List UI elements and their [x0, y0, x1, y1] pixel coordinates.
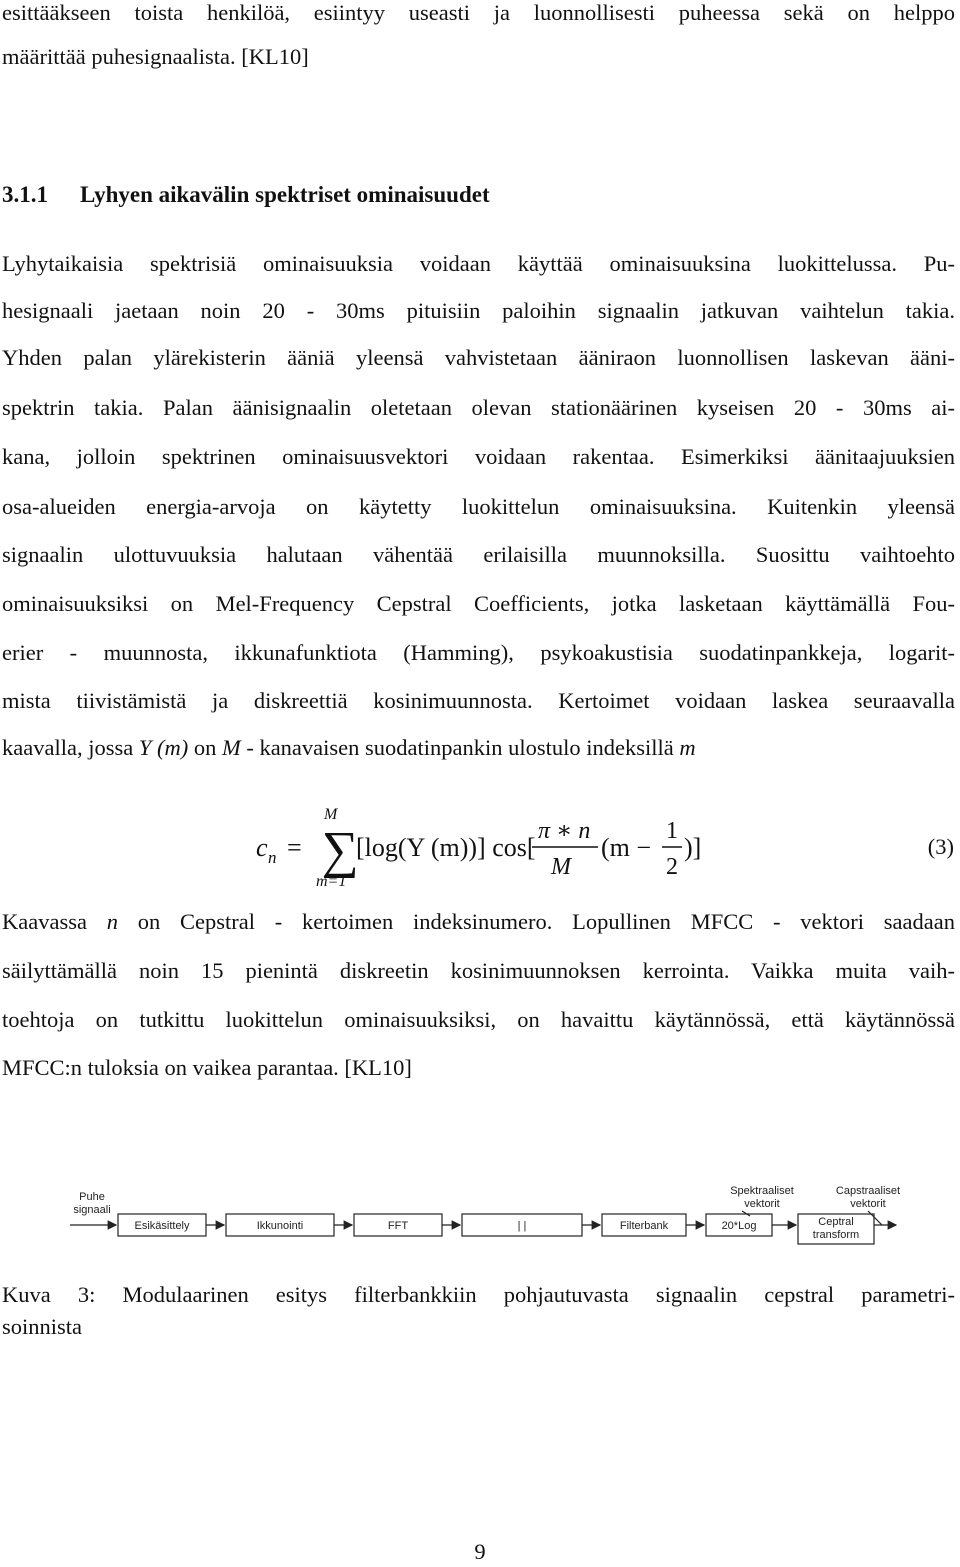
eq-paren-term: (m −	[601, 833, 652, 862]
text-run: on	[188, 735, 222, 760]
paragraph-line: MFCC:n tuloksia on vaikea parantaa. [KL10]	[2, 1055, 412, 1080]
eq-close: )]	[684, 833, 702, 862]
figure-caption	[2, 1279, 955, 1343]
paragraph-line: ominaisuuksiksi on Mel-Frequency Cepstral Coefficients, jotka lasketaan käyttämällä Fou-	[2, 591, 955, 616]
math-symbol: Y (m)	[138, 735, 189, 760]
diagram-block-label: Filterbank	[619, 1220, 669, 1232]
eq-sum-sign: ∑	[321, 822, 359, 879]
math-symbol: n	[106, 909, 118, 934]
diagram-cepstral-label: Capstraaliset	[835, 1185, 900, 1197]
eq-sum-lower: m=1	[316, 873, 347, 890]
intro-line: esittääkseen toista henkilöä, esiintyy useasti ja luonnollisesti puheessa sekä on helppo	[2, 0, 955, 25]
paragraph-line: toehtoja on tutkittu luokittelun ominaisuuksiksi, on havaittu käytännössä, että käytännössä	[2, 1007, 955, 1032]
diagram-input-label: signaali	[73, 1204, 111, 1216]
caption-line: Kuva 3: Modulaarinen esitys filterbankkiin pohjautuvasta signaalin cepstral parametri-	[2, 1282, 955, 1307]
block-diagram	[60, 1180, 900, 1250]
text-run: kaavalla, jossa	[2, 735, 139, 760]
eq-numerator: π ∗ n	[538, 818, 591, 844]
diagram-block-label: transform	[812, 1229, 860, 1241]
paragraph-line: hesignaali jaetaan noin 20 - 30ms pituisiin paloihin signaalin jatkuvan vaihtelun takia.	[2, 298, 955, 323]
diagram-block-label: Esikäsittely	[134, 1220, 190, 1232]
eq-equals: =	[287, 833, 302, 862]
paragraph-line: säilyttämällä noin 15 pienintä diskreetin kosinimuunnoksen kerrointa. Vaikka muita vaih-	[2, 958, 955, 983]
text-run: - kanavaisen suodatinpankin ulostulo indeksillä	[240, 735, 680, 760]
diagram-block-label: Ceptral	[818, 1216, 854, 1228]
eq-denominator: M	[551, 854, 571, 880]
diagram-cepstral-label: vektorit	[850, 1198, 886, 1210]
paragraph-line	[2, 733, 955, 763]
paragraph-line: kana, jolloin spektrinen ominaisuusvektori voidaan rakentaa. Esimerkiksi äänitaajuuksien	[2, 444, 955, 469]
text-run: on Cepstral - kertoimen indeksinumero. Lopullinen MFCC - vektori saadaan	[117, 909, 955, 934]
eq-log-term: [log(Y (m))] cos[	[356, 833, 536, 862]
paragraph-line: signaalin ulottuvuuksia halutaan vähentää erilaisilla muunnoksilla. Suosittu vaihtoehto	[2, 542, 955, 567]
math-symbol: M	[221, 735, 241, 760]
paragraph-line: osa-alueiden energia-arvoja on käytetty luokittelun ominaisuuksina. Kuitenkin yleensä	[2, 494, 955, 519]
section-title: Lyhyen aikavälin spektriset ominaisuudet	[80, 182, 490, 207]
diagram-block-label: 20*Log	[721, 1220, 757, 1232]
caption-line: soinnista	[2, 1314, 83, 1339]
diagram-input-label: Puhe	[79, 1191, 105, 1203]
eq-c: c	[256, 833, 268, 862]
equation-number: (3)	[927, 834, 954, 859]
equation	[0, 800, 960, 900]
math-symbol: m	[679, 735, 696, 760]
diagram-block-label: | |	[517, 1220, 527, 1232]
eq-sum-upper: M	[324, 806, 338, 823]
section-number: 3.1.1	[2, 182, 48, 207]
paragraph-line: Lyhytaikaisia spektrisiä ominaisuuksia voidaan käyttää ominaisuuksina luokittelussa. Pu-	[2, 251, 955, 276]
paragraph-line: Yhden palan ylärekisterin ääniä yleensä vahvistetaan ääniraon luonnollisen laskevan ääni-	[2, 345, 955, 370]
diagram-block-label: Ikkunointi	[256, 1220, 304, 1232]
eq-half-denominator: 2	[666, 854, 678, 880]
intro-line: määrittää puhesignaalista. [KL10]	[2, 44, 309, 69]
eq-subscript-n: n	[268, 848, 277, 867]
section-heading	[2, 180, 490, 210]
diagram-block-label: FFT	[387, 1220, 409, 1232]
page-number: 9	[474, 1539, 486, 1564]
paragraph-line: erier - muunnosta, ikkunafunktiota (Hamming), psykoakustisia suodatinpankkeja, logarit-	[2, 640, 955, 665]
diagram-spectral-label: vektorit	[744, 1198, 780, 1210]
diagram-pointer	[868, 1211, 882, 1225]
text-run: Kaavassa	[2, 909, 107, 934]
paragraph-line: spektrin takia. Palan äänisignaalin oletetaan olevan stationäärinen kyseisen 20 - 30ms ai-	[2, 395, 955, 420]
paragraph-line	[2, 907, 955, 937]
eq-half-numerator: 1	[666, 818, 678, 844]
paragraph-line: mista tiivistämistä ja diskreettiä kosinimuunnosta. Kertoimet voidaan laskea seuraavalla	[2, 688, 955, 713]
diagram-spectral-label: Spektraaliset	[730, 1185, 794, 1197]
